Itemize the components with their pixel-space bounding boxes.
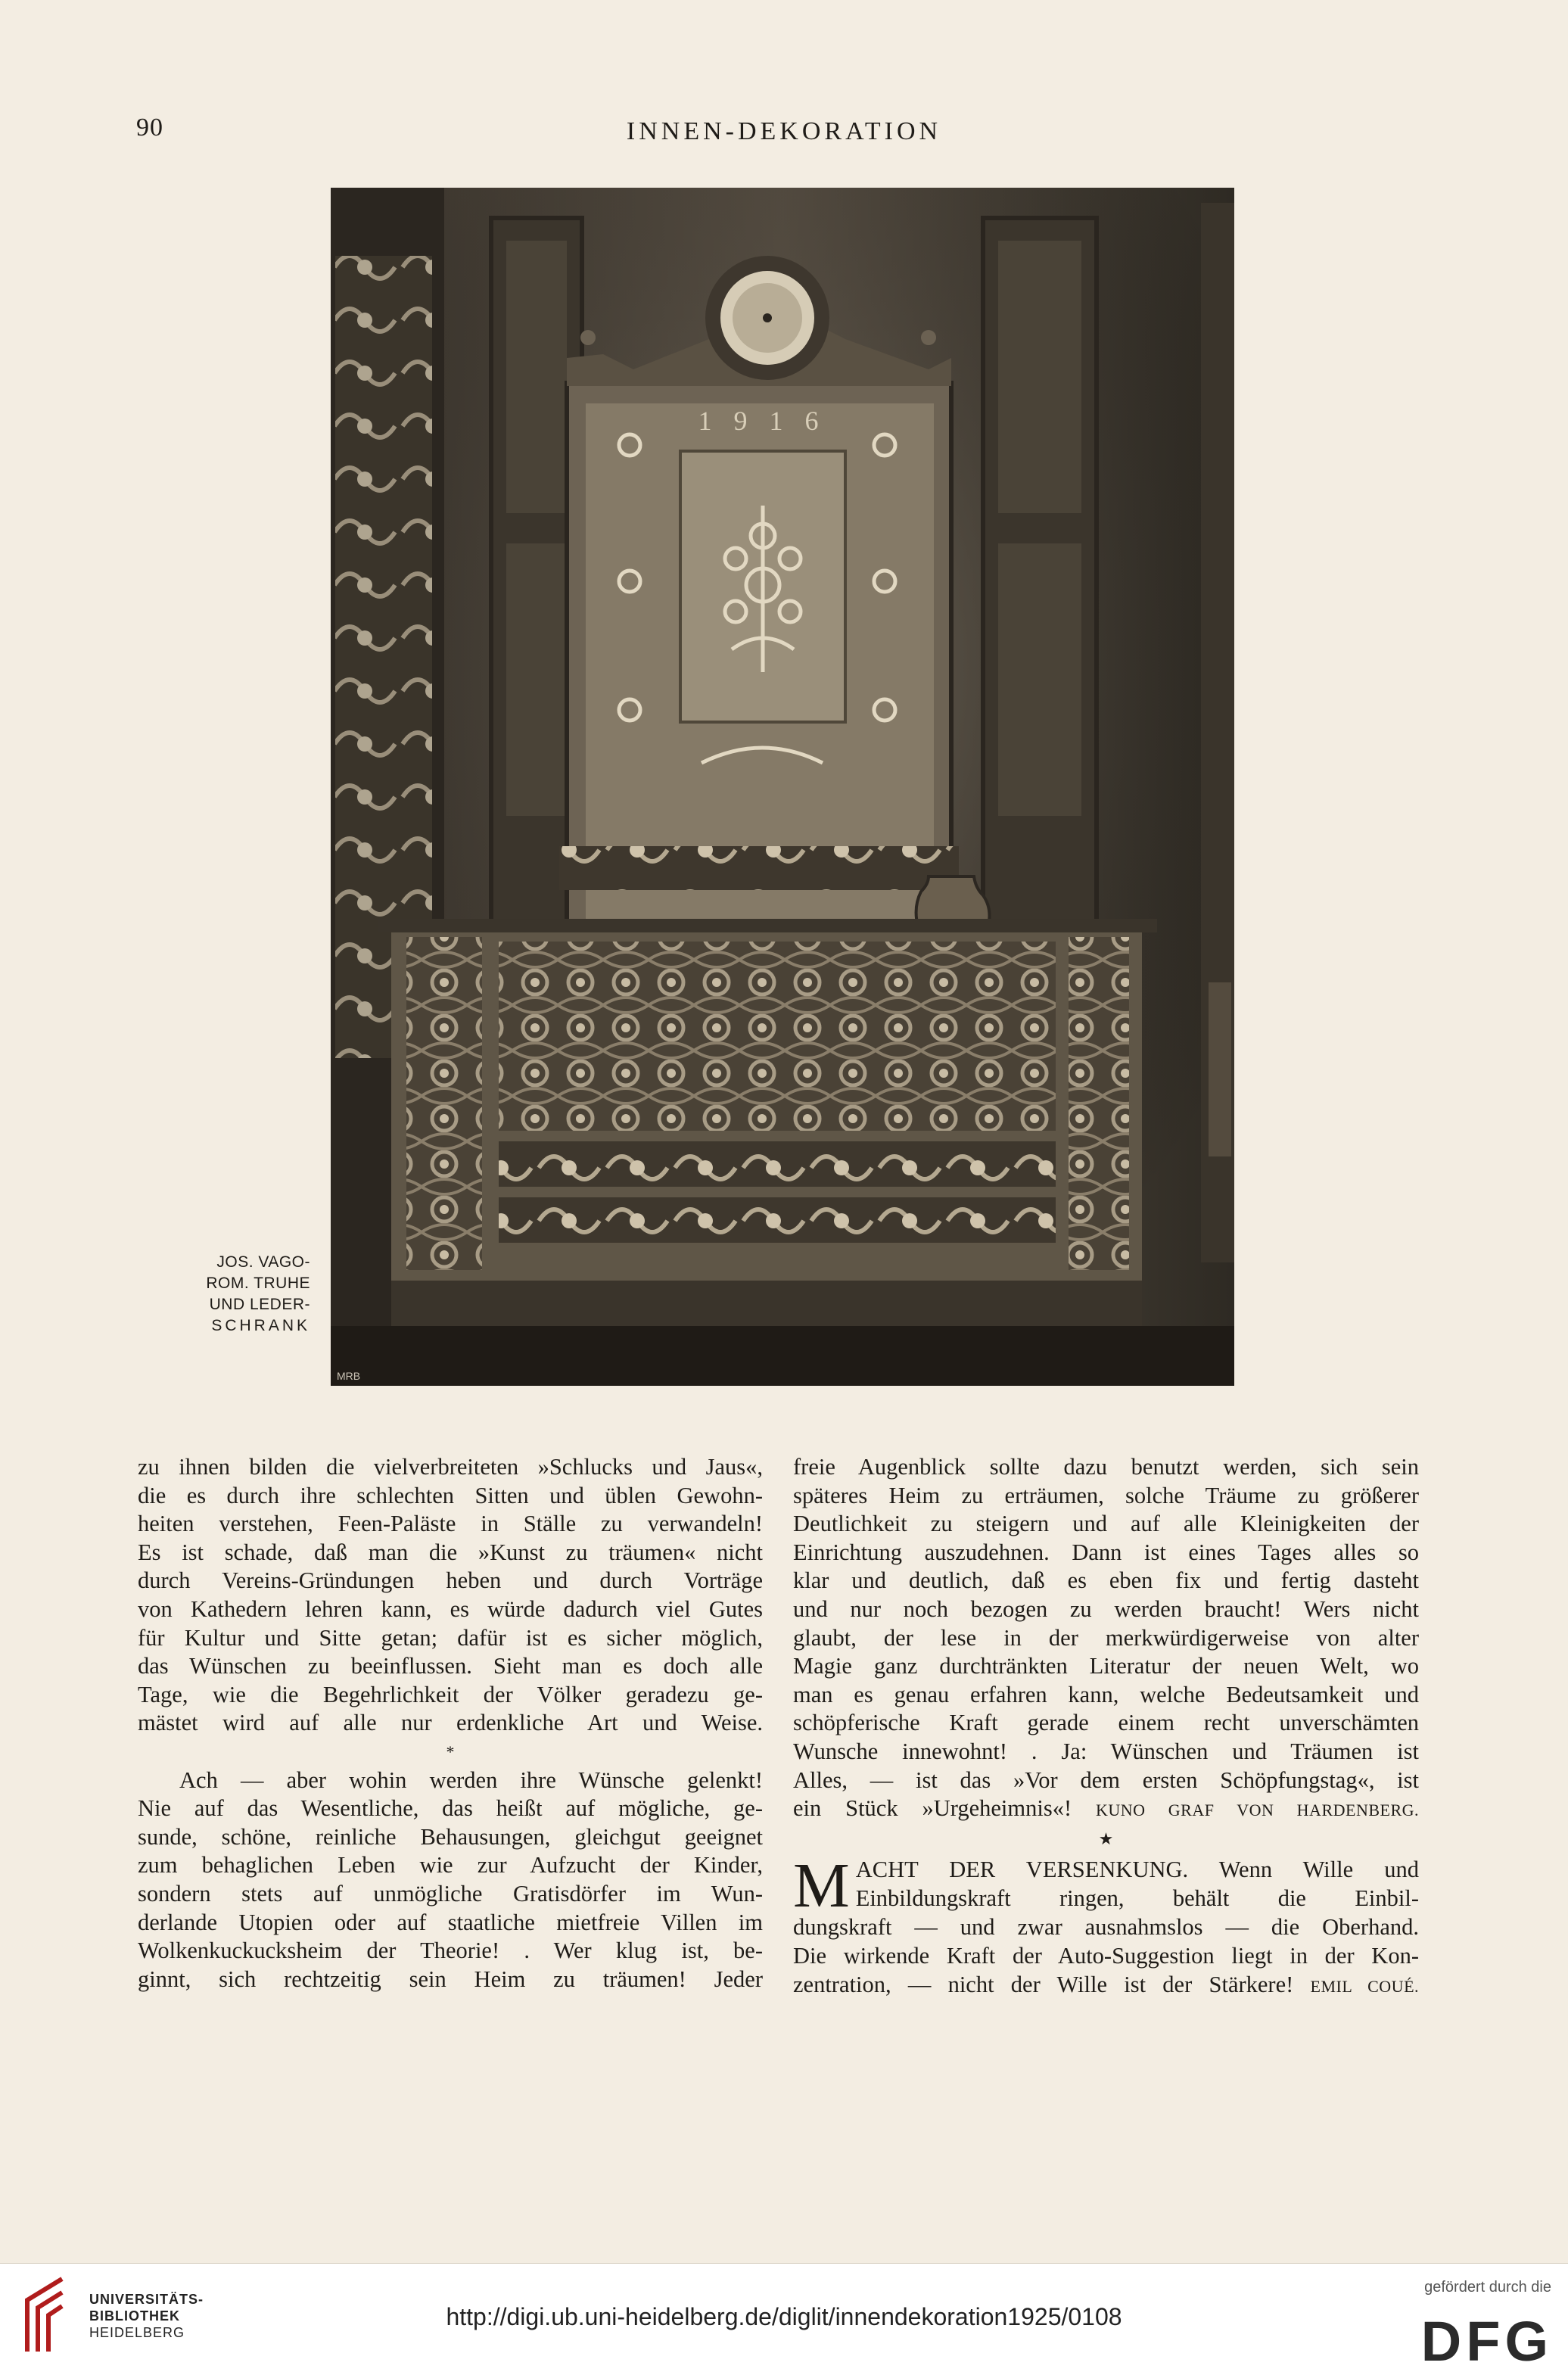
caption-line: SCHRANK [211,1317,310,1334]
article-left-column [138,1453,763,1994]
library-name-line: BIBLIOTHEK [89,2308,180,2324]
text-line: derlande Utopien oder auf staatliche mietfreie Villen im [138,1909,763,1935]
caption-line: ROM. TRUHE [206,1275,310,1292]
author-credit: EMIL COUÉ. [1310,1976,1419,1996]
text-line: sondern stets auf unmögliche Gratisdörfer im Wun- [138,1880,763,1907]
text-line: Deutlichkeit zu steigern und auf alle Kleinigkeiten der [793,1511,1419,1537]
dfg-logo: DFG [1420,2310,1553,2373]
text-line: freie Augenblick sollte dazu benutzt werden, sich sein [793,1454,1419,1480]
text-line: dungskraft — und zwar ausnahmslos — die Oberhand. [793,1914,1419,1941]
figure-caption [129,1252,310,1337]
text-fragment: ein Stück »Urgeheimnis«! [793,1795,1072,1822]
library-name-line: UNIVERSITÄTS- [89,2292,204,2307]
text-line: zum behaglichen Leben wie zur Aufzucht der Kinder, [138,1852,763,1879]
library-name-line: HEIDELBERG [89,2325,185,2340]
drop-cap: M [793,1851,850,1922]
text-line: von Kathedern lehren kann, es würde dadurch viel Gutes [138,1595,763,1622]
author-credit: KUNO GRAF VON HARDENBERG. [1095,1801,1419,1820]
text-line: Einbildungskraft ringen, behält die Einbil- [855,1885,1419,1911]
page-number: 90 [136,114,163,142]
section-heading-line: ACHT DER VERSENKUNG. Wenn Wille und [855,1857,1419,1883]
section-versenkung [793,1851,1419,2000]
text-line: Magie ganz durchtränkten Literatur der neuen Welt, wo [793,1653,1419,1679]
text-line: das Wünschen zu beeinflussen. Sieht man es doch alle [138,1653,763,1679]
photographer-mark: MRB [337,1370,361,1382]
text-line: durch Vereins-Gründungen heben und durch Vorträge [138,1567,763,1594]
text-line: und nur noch bezogen zu werden braucht! Wers nicht [793,1595,1419,1622]
running-head: INNEN-DEKORATION [626,117,942,145]
caption-line: JOS. VAGO- [216,1253,310,1271]
text-line: schöpferische Kraft gerade einem recht unverschämten [793,1710,1419,1736]
text-line: man es genau erfahren kann, welche Bedeutsamkeit und [793,1681,1419,1707]
text-line: für Kultur und Sitte getan; dafür ist es sicher möglich, [138,1624,763,1651]
text-line: Wolkenkuckucksheim der Theorie! . Wer klug ist, be- [138,1938,763,1964]
text-line: Tage, wie die Begehrlichkeit der Völker geradezu ge- [138,1681,763,1707]
text-line: Ach — aber wohin werden ihre Wünsche gelenkt! [179,1766,763,1793]
text-line-with-author [793,1971,1419,2001]
furniture-photograph [331,188,1234,1386]
section-star: ★ [1098,1829,1114,1848]
text-line-with-author [793,1794,1419,1825]
text-line: zu ihnen bilden die vielverbreiteten »Schlucks und Jaus«, [138,1454,763,1480]
text-line: ginnt, sich rechtzeitig sein Heim zu träumen! Jeder [138,1966,763,1992]
text-line: Die wirkende Kraft der Auto-Suggestion liegt in der Kon- [793,1942,1419,1969]
funded-by-text: gefördert durch die [1424,2279,1551,2296]
text-line: klar und deutlich, daß es eben fix und fertig dasteht [793,1567,1419,1594]
text-line: glaubt, der lese in der merkwürdigerweise von alter [793,1624,1419,1651]
section-star: * [446,1742,455,1761]
text-line: die es durch ihre schlechten Sitten und üblen Gewohn- [138,1482,763,1508]
text-line: Es ist schade, daß man die »Kunst zu träumen« nicht [138,1539,763,1565]
text-line: sunde, schöne, reinliche Behausungen, gleichgut geeignet [138,1823,763,1850]
caption-line: UND LEDER- [209,1296,310,1313]
text-line: Nie auf das Wesentliche, das heißt auf mögliche, ge- [138,1795,763,1822]
source-url-link[interactable]: http://digi.ub.uni-heidelberg.de/diglit/innendekoration1925/0108 [446,2303,1122,2330]
text-line: mästet wird auf alle nur erdenkliche Art und Weise. [138,1710,763,1736]
article-right-column [793,1453,1419,2000]
footer-bar [0,2264,1568,2375]
text-fragment: zentration, — nicht der Wille ist der Stärkere! [793,1971,1294,1997]
text-line: Wunsche innewohnt! . Ja: Wünschen und Träumen ist [793,1738,1419,1764]
cabinet-year: 1 9 1 6 [698,406,826,436]
text-line: Einrichtung auszudehnen. Dann ist eines Tages alles so [793,1539,1419,1565]
text-line: heiten verstehen, Feen-Paläste in Ställe zu verwandeln! [138,1511,763,1537]
text-line: späteres Heim zu erträumen, solche Träume zu größerer [793,1482,1419,1508]
text-line: Alles, — ist das »Vor dem ersten Schöpfungstag«, ist [793,1766,1419,1793]
